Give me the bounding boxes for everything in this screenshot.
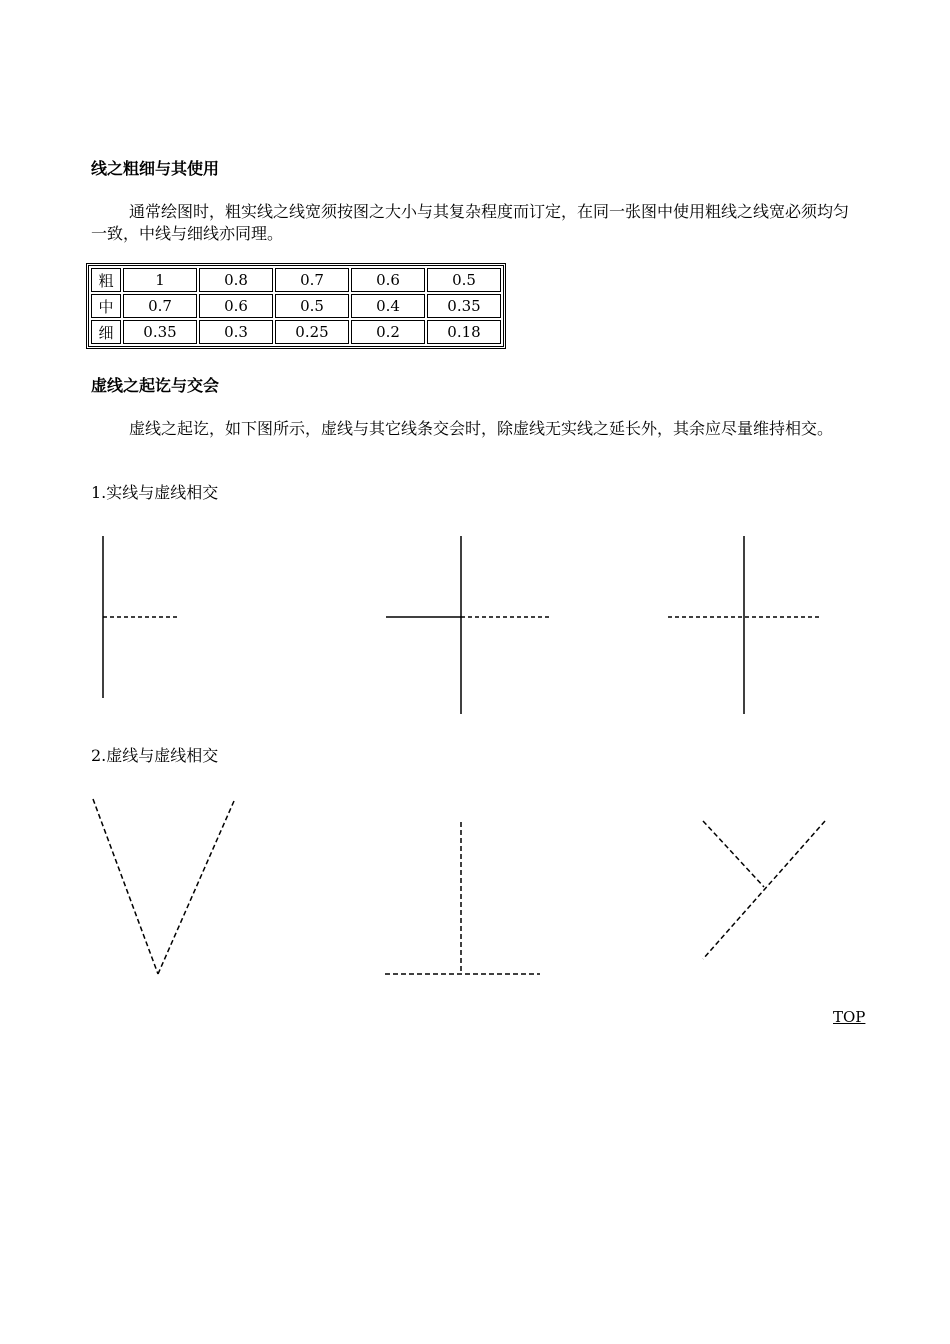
top-link[interactable]: TOP — [833, 1008, 866, 1026]
table-cell: 0.5 — [275, 294, 349, 318]
dashed-line — [93, 799, 158, 974]
table-cell: 0.4 — [351, 294, 425, 318]
figure1-caption: 1.实线与虚线相交 — [91, 483, 219, 502]
line-width-table — [86, 263, 506, 349]
table-cell: 0.3 — [199, 320, 273, 344]
section-heading-line-width: 线之粗细与其使用 — [91, 159, 220, 178]
table-row — [91, 294, 501, 318]
table-cell: 0.8 — [199, 268, 273, 292]
table-cell: 0.7 — [275, 268, 349, 292]
table-cell: 0.2 — [351, 320, 425, 344]
paragraph-line-width: 通常绘图时，粗实线之线宽须按图之大小与其复杂程度而订定，在同一张图中使用粗线之线宽必须均匀一致，中线与细线亦同理。 — [91, 202, 850, 243]
dashed-line — [158, 801, 234, 974]
row-label: 粗 — [91, 268, 121, 292]
section-heading-dashed-lines: 虚线之起讫与交会 — [91, 376, 220, 395]
row-label: 中 — [91, 294, 121, 318]
figure2-caption: 2.虚线与虚线相交 — [91, 746, 219, 765]
solid-dashed-intersection-figure — [0, 530, 950, 720]
dashed-dashed-intersection-figure — [0, 790, 950, 990]
table-cell: 0.6 — [351, 268, 425, 292]
table-row — [91, 268, 501, 292]
paragraph-dashed-lines: 虚线之起讫，如下图所示，虚线与其它线条交会时，除虚线无实线之延长外，其余应尽量维持相交。 — [129, 419, 834, 438]
table-cell: 0.25 — [275, 320, 349, 344]
table-cell: 0.18 — [427, 320, 501, 344]
table-cell: 0.5 — [427, 268, 501, 292]
table-row — [91, 320, 501, 344]
dashed-line — [703, 821, 764, 887]
table-cell: 1 — [123, 268, 197, 292]
table-cell: 0.35 — [427, 294, 501, 318]
table-cell: 0.6 — [199, 294, 273, 318]
row-label: 细 — [91, 320, 121, 344]
table-cell: 0.35 — [123, 320, 197, 344]
table-cell: 0.7 — [123, 294, 197, 318]
